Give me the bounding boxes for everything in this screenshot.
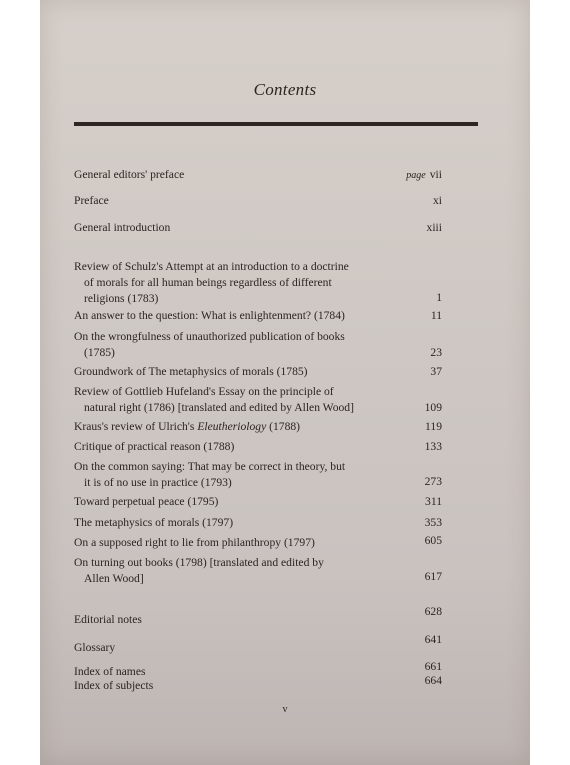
toc-page-number: 661: [424, 660, 442, 673]
toc-entry-title-continued: (1785): [84, 346, 115, 359]
toc-page-number: 311: [425, 495, 442, 508]
page-value: vii: [429, 168, 442, 181]
toc-entry-title-continued: Allen Wood]: [84, 572, 144, 585]
toc-entry-title-continued: of morals for all human beings regardless of different: [84, 276, 332, 289]
toc-entry-general-introduction: [74, 220, 434, 236]
toc-entry-editorial-notes: [74, 612, 434, 628]
page-prefix: page: [406, 170, 426, 181]
toc-entry-title: Editorial notes: [74, 613, 142, 626]
toc-entry-title: Glossary: [74, 641, 116, 654]
toc-entry-critique-of-practical-reason: [74, 439, 434, 455]
toc-entry-kraus-review: [74, 419, 434, 435]
toc-page-number: 133: [424, 440, 442, 453]
toc-entry-title: Preface: [74, 194, 109, 207]
page-title: Contents: [253, 80, 317, 99]
toc-page-number: 628: [424, 605, 442, 618]
toc-entry-title: General editors' preface: [74, 168, 185, 181]
toc-entry-right-to-lie: [74, 535, 434, 551]
toc-entry-title: An answer to the question: What is enlightenment? (1784): [74, 309, 345, 322]
toc-entry-title: On the wrongfulness of unauthorized publication of books: [74, 330, 345, 343]
toc-entry-title: General introduction: [74, 221, 171, 234]
toc-entry-title-continued: natural right (1786) [translated and edited by Allen Wood]: [84, 401, 354, 414]
toc-entry-title: On the common saying: That may be correct in theory, but: [74, 460, 346, 473]
book-page: [40, 0, 530, 765]
toc-entry-review-of-hufeland: [74, 384, 434, 416]
toc-entry-title-part: Kraus's review of Ulrich's: [74, 420, 198, 433]
toc-entry-title-italic: Eleutheriology: [197, 420, 267, 433]
toc-page-number: 37: [430, 365, 442, 378]
toc-entry-title: Critique of practical reason (1788): [74, 440, 235, 453]
toc-entry-title: Index of subjects: [74, 679, 154, 692]
toc-page-number: 273: [424, 475, 442, 488]
toc-page-number: 353: [424, 516, 442, 529]
toc-entry-title-continued: religions (1783): [84, 292, 159, 305]
toc-entry-title: Toward perpetual peace (1795): [74, 495, 219, 508]
toc-entry-general-editors-preface: [74, 167, 434, 183]
toc-page-number: 641: [424, 633, 442, 646]
toc-entry-title: Review of Gottlieb Hufeland's Essay on the principle of: [74, 385, 334, 398]
toc-page-number: 109: [424, 401, 442, 414]
toc-entry-title: On turning out books (1798) [translated and edited by: [74, 556, 324, 569]
title-rule: [74, 122, 478, 126]
toc-entry-title: Review of Schulz's Attempt at an introduction to a doctrine: [74, 260, 349, 273]
toc-entry-groundwork: [74, 364, 434, 380]
toc-entry-index-of-subjects: [74, 678, 434, 694]
toc-entry-turning-out-books: [74, 555, 434, 587]
toc-page-number: 23: [430, 346, 442, 359]
toc-entry-title: [74, 420, 300, 433]
toc-entry-title: Index of names: [74, 665, 146, 678]
toc-page-number: 1: [436, 291, 442, 304]
toc-page-number: xi: [432, 194, 442, 207]
toc-entry-review-of-schulz: [74, 259, 434, 307]
toc-entry-title: Groundwork of The metaphysics of morals (1785): [74, 365, 308, 378]
toc-entry-title: On a supposed right to lie from philanthropy (1797): [74, 536, 315, 549]
toc-entry-preface: [74, 193, 434, 209]
toc-page-number: 617: [424, 570, 442, 583]
toc-entry-title-continued: it is of no use in practice (1793): [84, 476, 232, 489]
toc-entry-title: The metaphysics of morals (1797): [74, 516, 234, 529]
toc-page-number: 605: [424, 534, 442, 547]
toc-entry-perpetual-peace: [74, 494, 434, 510]
toc-entry-wrongfulness-of-publication: [74, 329, 434, 361]
toc-page-number: xiii: [426, 221, 442, 234]
toc-page-number: 664: [424, 674, 442, 687]
toc-page-number: 11: [430, 309, 442, 322]
toc-entry-common-saying: [74, 459, 434, 491]
toc-page-number: 119: [425, 420, 442, 433]
toc-page-number: [382, 167, 442, 184]
toc-entry-metaphysics-of-morals: [74, 515, 434, 531]
toc-entry-title-part: (1788): [266, 420, 301, 433]
toc-entry-glossary: [74, 640, 434, 656]
toc-entry-what-is-enlightenment: [74, 308, 434, 324]
folio-number: v: [282, 704, 288, 715]
